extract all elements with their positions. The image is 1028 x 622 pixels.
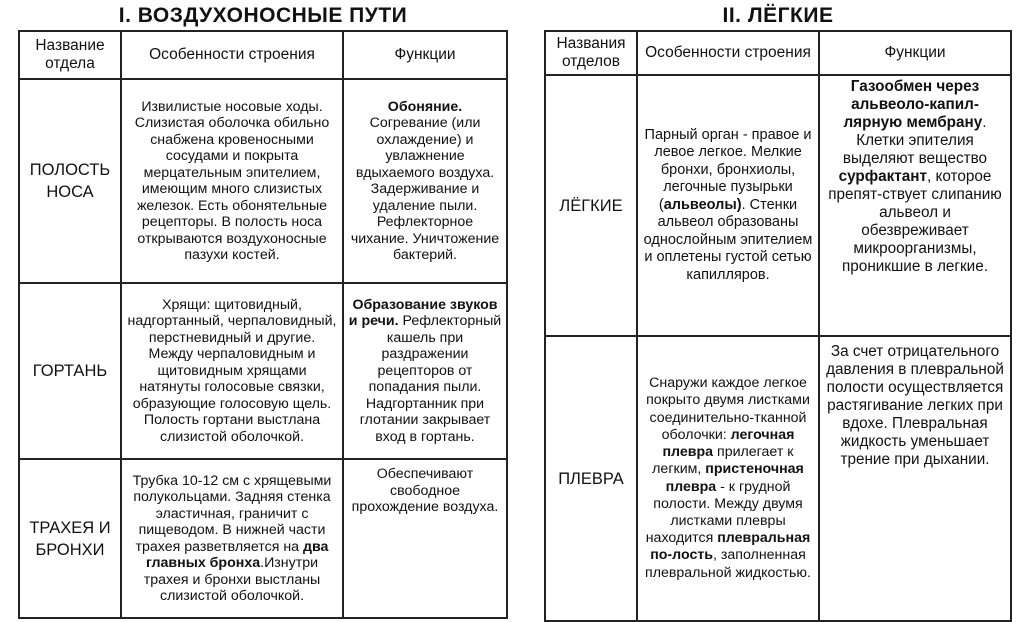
header-functions: Функции — [343, 31, 507, 79]
structure-text: прилегает к легким, — [652, 444, 794, 478]
row-name: ПОЛОСТЬ НОСА — [19, 79, 121, 283]
row-functions — [343, 79, 507, 283]
row-structure — [121, 459, 343, 618]
table-row-larynx — [19, 283, 507, 459]
header-section: Названия отделов — [545, 31, 637, 75]
airways-header-row — [19, 31, 507, 79]
header-functions: Функции — [819, 31, 1011, 75]
structure-emphasis: два главных бронха — [145, 538, 329, 571]
lungs-header-row — [545, 31, 1011, 75]
structure-text: .Изнутри трахея и бронхи выстланы слизистой оболочкой. — [143, 555, 321, 604]
row-name: ТРАХЕЯ И БРОНХИ — [19, 459, 121, 618]
row-name: ЛЁГКИЕ — [545, 75, 637, 336]
lungs-sheet — [544, 0, 1012, 622]
row-structure — [637, 75, 819, 336]
structure-text: , заполненная плевральной жидкостью. — [645, 547, 811, 581]
airways-title: I. ВОЗДУХОНОСНЫЕ ПУТИ — [118, 4, 408, 27]
row-functions: За счет отрицательного давления в плевральной полости осуществляется растягивание легких при вдохе. Плевральная жидкость уменьшает трение при дыхании. — [819, 336, 1011, 621]
airways-sheet — [18, 0, 508, 619]
row-structure: Хрящи: щитовидный, надгортанный, черпаловидный, перстневидный и другие. Между черпаловидным и щитовидным хрящами натянуты голосовые связки, образующие голосовую щель. Полость гортани выстлана слизистой оболочкой. — [121, 283, 343, 459]
airways-table — [18, 30, 508, 619]
row-structure: Извилистые носовые ходы. Слизистая оболочка обильно снабжена кровеносными сосудами и покрыта мерцательным эпителием, имеющим много слизистых железок. Есть обонятельные рецепторы. В полость носа открываются воздухоносные пазухи костей. — [121, 79, 343, 283]
function-emphasis: Образование звуков и речи. — [348, 296, 498, 330]
structure-emphasis: пристеночная плевра — [665, 461, 804, 495]
lungs-table — [544, 30, 1012, 622]
function-emphasis: Газообмен через альвеоло-капил-лярную мембрану — [843, 78, 983, 131]
header-section: Название отдела — [19, 31, 121, 79]
structure-text: . Стенки альвеол образованы однослойным эпителием и оплетены густой сетью капилляров. — [643, 196, 813, 283]
row-functions — [343, 283, 507, 459]
row-functions — [819, 75, 1011, 336]
row-functions: Обеспечивают свободное прохождение воздуха. — [343, 459, 507, 618]
function-emphasis: Обоняние. — [387, 98, 463, 115]
function-text: Рефлекторный кашель при раздражении рецепторов от попадания пыли. Надгортанник при глотании закрывает вход в гортань. — [359, 313, 502, 445]
function-text: . Клетки эпителия выделяют вещество — [842, 114, 988, 167]
row-structure — [637, 336, 819, 621]
structure-text: - к грудной полости. Между двумя листками плевры находится — [645, 478, 803, 547]
structure-emphasis: легочная плевра — [662, 426, 795, 461]
row-name: ПЛЕВРА — [545, 336, 637, 621]
row-name: ГОРТАНЬ — [19, 283, 121, 459]
header-structure: Особенности строения — [121, 31, 343, 79]
structure-emphasis: плевральная по-лость — [650, 530, 811, 564]
function-text: , которое препят-ствует слипанию альвеол и обезвреживает микроорганизмы, проникшие в легкие. — [828, 168, 1002, 275]
structure-emphasis: альвеолы) — [663, 196, 742, 213]
structure-text: Снаружи каждое легкое покрыто двумя листками соединительно-тканной оболочки: — [646, 375, 810, 443]
header-structure: Особенности строения — [637, 31, 819, 75]
structure-text: Парный орган - правое и левое легкое. Мелкие бронхи, бронхиолы, легочные пузырьки ( — [644, 126, 812, 213]
table-row-pleura — [545, 336, 1011, 621]
structure-text: Трубка 10-12 см с хрящевыми полукольцами. Задняя стенка эластичная, граничит с пищеводом. В нижней части трахея разветвляется на — [132, 472, 332, 555]
function-text: Согревание (или охлаждение) и увлажнение вдыхаемого воздуха. Задерживание и удаление пыли. Рефлекторное чихание. Уничтожение бактерий. — [350, 115, 500, 263]
function-emphasis: сурфактант — [838, 168, 928, 185]
lungs-title: II. ЛЁГКИЕ — [722, 4, 834, 27]
table-row-lungs — [545, 75, 1011, 336]
table-row-trachea-bronchi — [19, 459, 507, 618]
table-row-nasal-cavity — [19, 79, 507, 283]
